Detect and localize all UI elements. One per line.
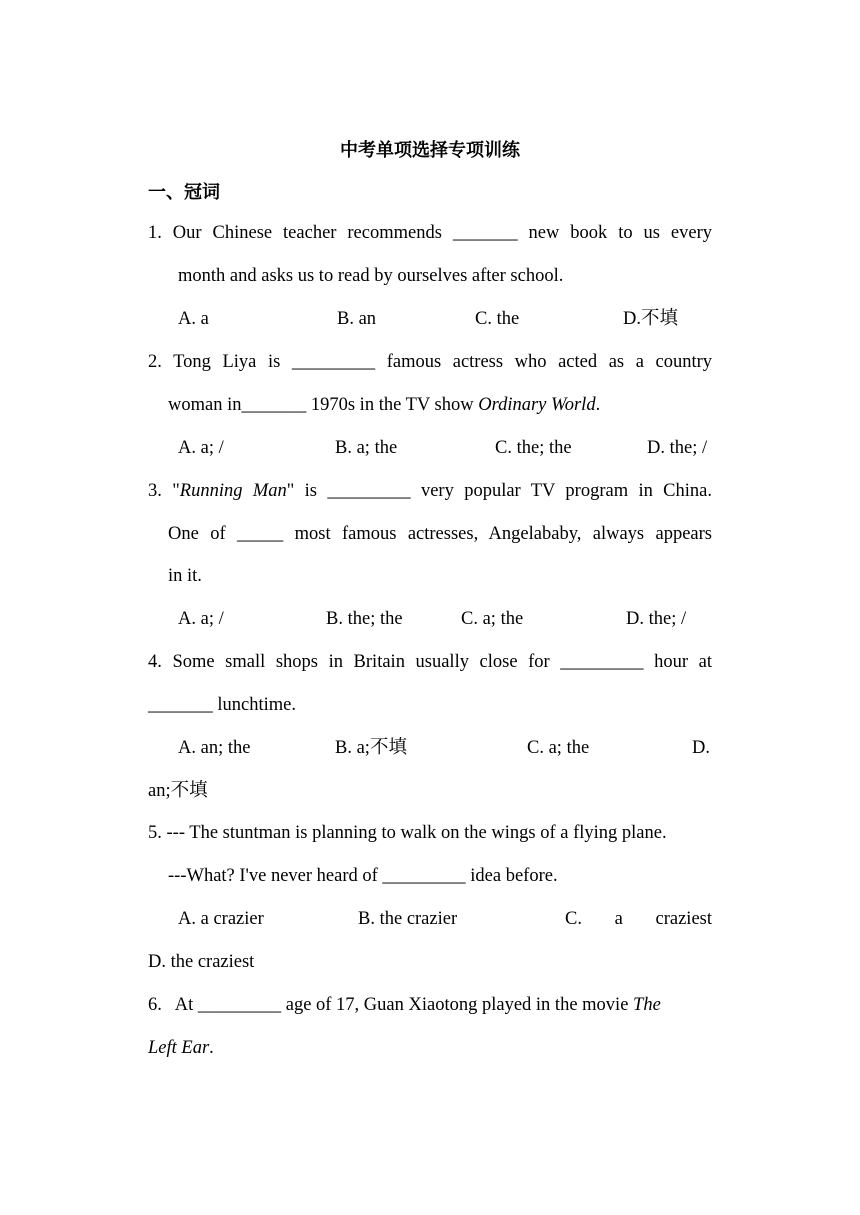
q3-option-b: B. the; the bbox=[326, 609, 403, 629]
question-1-line-1: 1. Our Chinese teacher recommends _______ new book to us every bbox=[148, 223, 712, 243]
q1-option-b: B. an bbox=[337, 309, 377, 329]
question-4-line-2: _______ lunchtime. bbox=[148, 695, 296, 715]
question-3-line-3: in it. bbox=[168, 566, 202, 586]
question-2-line-1: 2. Tong Liya is _________ famous actress who acted as a country bbox=[148, 352, 712, 372]
page-title: 中考单项选择专项训练 bbox=[340, 140, 520, 161]
question-4-line-1: 4. Some small shops in Britain usually close for _________ hour at bbox=[148, 652, 712, 672]
section-heading: 一、冠词 bbox=[148, 182, 220, 203]
q2-option-d: D. the; / bbox=[647, 438, 708, 458]
q4-option-d-wrap: an;不填 bbox=[148, 781, 208, 801]
q1-option-d: D.不填 bbox=[623, 309, 678, 329]
q5-option-d: D. the craziest bbox=[148, 952, 255, 972]
q5-option-c: C. a craziest bbox=[565, 909, 712, 929]
q4-option-a: A. an; the bbox=[178, 738, 251, 758]
q2-option-c: C. the; the bbox=[495, 438, 572, 458]
question-6-line-1: 6. At _________ age of 17, Guan Xiaotong played in the movie The bbox=[148, 995, 661, 1015]
q5-option-a: A. a crazier bbox=[178, 909, 264, 929]
question-5-line-2: ---What? I've never heard of _________ idea before. bbox=[168, 866, 558, 886]
question-6-line-2: Left Ear. bbox=[148, 1038, 214, 1058]
question-2-line-2: woman in_______ 1970s in the TV show Ordinary World. bbox=[168, 395, 601, 415]
q1-option-a: A. a bbox=[178, 309, 209, 329]
movie-title: Left Ear bbox=[148, 1038, 210, 1058]
show-title: Ordinary World bbox=[478, 395, 596, 415]
q3-option-d: D. the; / bbox=[626, 609, 687, 629]
q2-option-b: B. a; the bbox=[335, 438, 398, 458]
show-title: Running Man bbox=[179, 481, 287, 501]
q4-option-c: C. a; the bbox=[527, 738, 590, 758]
q4-option-b: B. a;不填 bbox=[335, 738, 407, 758]
question-5-line-1: 5. --- The stuntman is planning to walk on the wings of a flying plane. bbox=[148, 823, 667, 843]
movie-title: The bbox=[633, 995, 661, 1015]
question-3-line-1: 3. "Running Man" is _________ very popular TV program in China. bbox=[148, 481, 712, 501]
q3-option-c: C. a; the bbox=[461, 609, 524, 629]
q5-option-b: B. the crazier bbox=[358, 909, 458, 929]
question-1-line-2: month and asks us to read by ourselves after school. bbox=[178, 266, 564, 286]
q2-option-a: A. a; / bbox=[178, 438, 224, 458]
q3-option-a: A. a; / bbox=[178, 609, 224, 629]
q1-option-c: C. the bbox=[475, 309, 520, 329]
q4-option-d: D. bbox=[692, 738, 710, 758]
question-3-line-2: One of _____ most famous actresses, Angelababy, always appears bbox=[168, 524, 712, 544]
